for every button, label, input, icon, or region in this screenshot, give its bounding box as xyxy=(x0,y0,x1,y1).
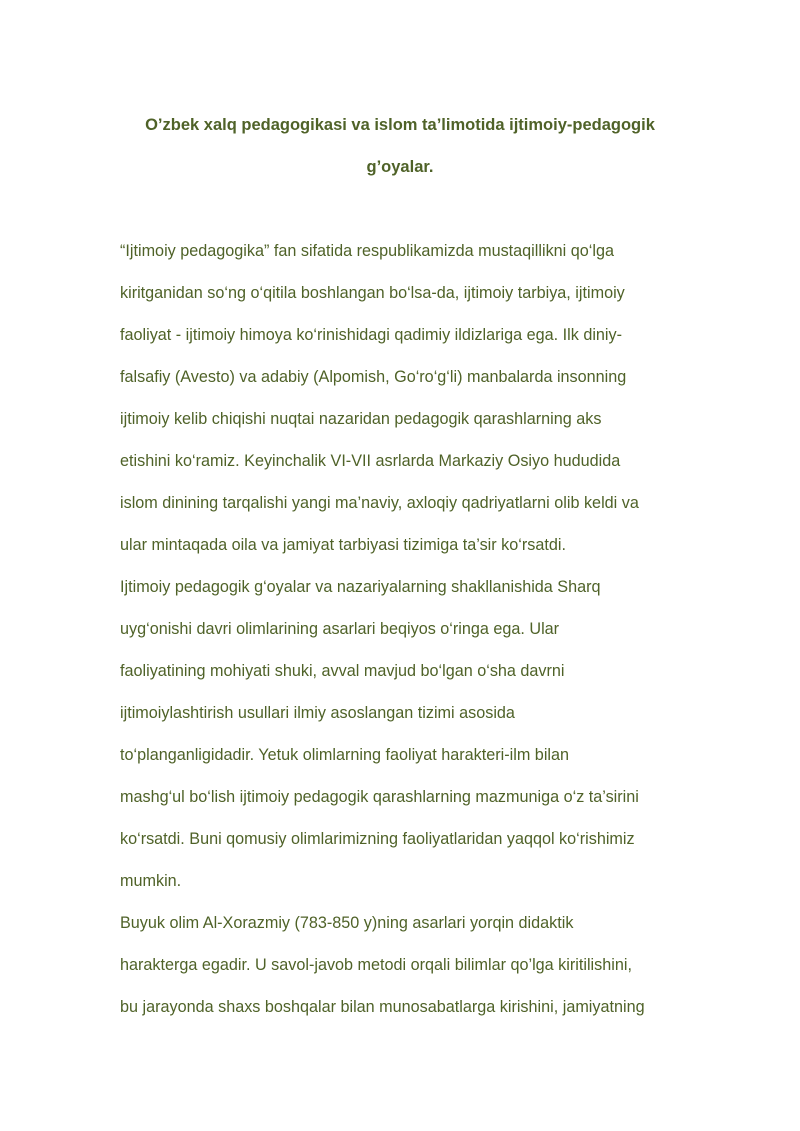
body-line: islom dinining tarqalishi yangi ma’naviy, axloqiy qadriyatlarni olib keldi va xyxy=(120,494,639,512)
body-line: mashg‘ul bo‘lish ijtimoiy pedagogik qarashlarning mazmuniga o‘z ta’sirini xyxy=(120,788,639,806)
body-line: mumkin. xyxy=(120,872,182,890)
body-line: ijtimoiylashtirish usullari ilmiy asoslangan tizimi asosida xyxy=(120,704,515,722)
body-line: faoliyatining mohiyati shuki, avval mavjud bo‘lgan o‘sha davrni xyxy=(120,662,565,680)
body-line: uyg‘onishi davri olimlarining asarlari beqiyos o‘ringa ega. Ular xyxy=(120,620,560,638)
document-body xyxy=(120,240,700,1038)
body-line: ijtimoiy kelib chiqishi nuqtai nazaridan pedagogik qarashlarning aks xyxy=(120,410,602,428)
body-line: falsafiy (Avesto) va adabiy (Alpomish, Go‘ro‘g‘li) manbalarda insonning xyxy=(120,368,627,386)
body-line: Buyuk olim Al-Xorazmiy (783-850 y)ning asarlari yorqin didaktik xyxy=(120,914,574,932)
body-line: etishini ko‘ramiz. Keyinchalik VI-VII asrlarda Markaziy Osiyo hududida xyxy=(120,452,621,470)
body-line: ular mintaqada oila va jamiyat tarbiyasi tizimiga ta’sir ko‘rsatdi. xyxy=(120,536,566,554)
body-line: faoliyat - ijtimoiy himoya ko‘rinishidagi qadimiy ildizlariga ega. Ilk diniy- xyxy=(120,326,623,344)
body-line: Ijtimoiy pedagogik g‘oyalar va nazariyalarning shakllanishida Sharq xyxy=(120,578,601,596)
body-line: “Ijtimoiy pedagogika” fan sifatida respublikamizda mustaqillikni qo‘lga xyxy=(120,242,614,260)
document-title-line-2: g’oyalar. xyxy=(366,158,434,176)
body-line: to‘planganligidadir. Yetuk olimlarning faoliyat harakteri-ilm bilan xyxy=(120,746,570,764)
body-line: bu jarayonda shaxs boshqalar bilan munosabatlarga kirishini, jamiyatning xyxy=(120,998,645,1016)
document-title-line-1: O’zbek xalq pedagogikasi va islom ta’limotida ijtimoiy-pedagogik xyxy=(145,116,655,134)
body-line: ko‘rsatdi. Buni qomusiy olimlarimizning faoliyatlaridan yaqqol ko‘rishimiz xyxy=(120,830,635,848)
body-line: harakterga egadir. U savol-javob metodi orqali bilimlar qo’lga kiritilishini, xyxy=(120,956,632,974)
body-line: kiritganidan so‘ng o‘qitila boshlangan bo‘lsa-da, ijtimoiy tarbiya, ijtimoiy xyxy=(120,284,625,302)
